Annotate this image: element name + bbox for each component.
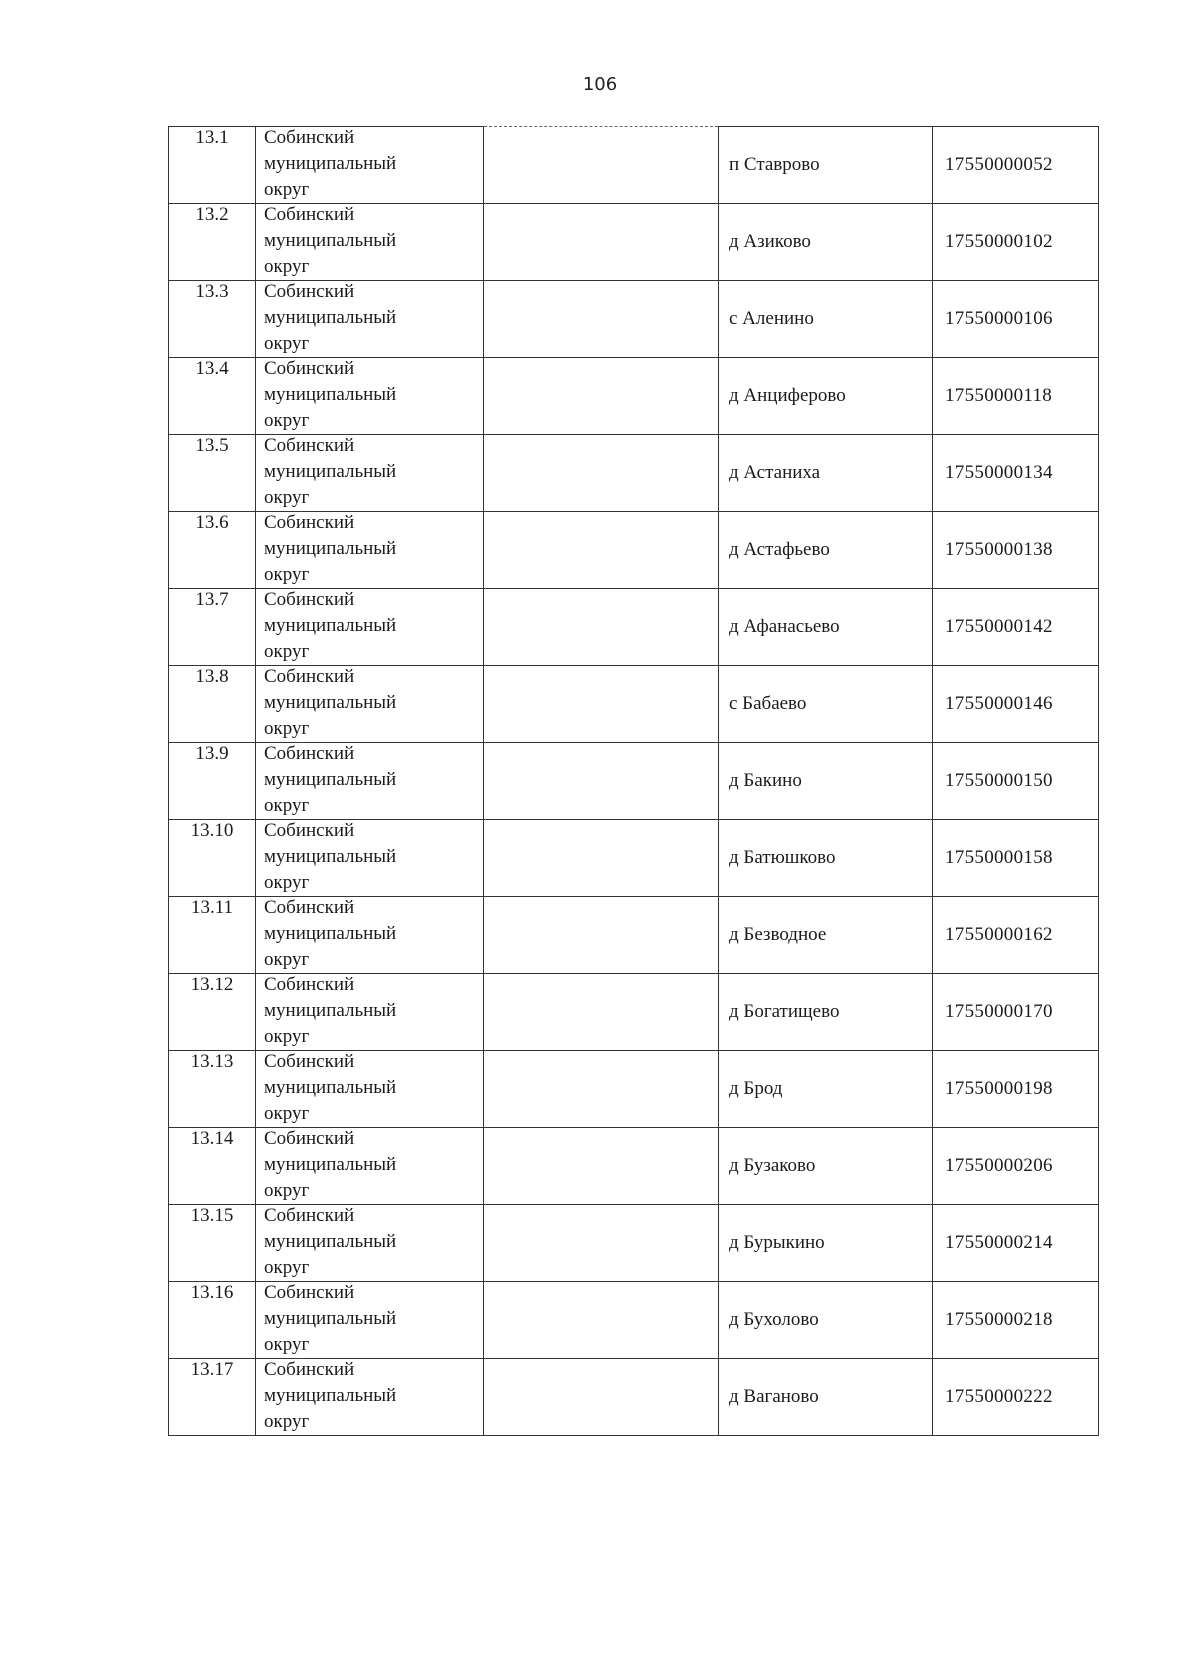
row-number-cell xyxy=(169,897,256,974)
district-name-cell-text: Собинский муниципальный округ xyxy=(264,358,397,431)
row-number-cell xyxy=(169,281,256,358)
settlement-name-cell xyxy=(719,435,933,512)
empty-cell xyxy=(484,1051,719,1128)
settlement-name-cell xyxy=(719,897,933,974)
oktmo-code-cell xyxy=(933,435,1099,512)
district-name-cell-text: Собинский муниципальный округ xyxy=(264,1282,397,1355)
settlement-name-cell-text: д Анциферово xyxy=(729,385,846,406)
empty-cell xyxy=(484,127,719,204)
table-row xyxy=(169,127,1099,204)
empty-cell xyxy=(484,666,719,743)
table-row xyxy=(169,974,1099,1051)
settlement-name-cell-text: с Бабаево xyxy=(729,693,807,714)
settlement-name-cell-text: д Батюшково xyxy=(729,847,836,868)
row-number-cell xyxy=(169,1282,256,1359)
oktmo-code-cell-text: 17550000214 xyxy=(945,1232,1053,1253)
settlement-name-cell xyxy=(719,1051,933,1128)
settlement-name-cell-text: д Астаниха xyxy=(729,462,821,483)
row-number-cell-text: 13.9 xyxy=(195,743,229,764)
row-number-cell xyxy=(169,666,256,743)
district-name-cell xyxy=(256,204,484,281)
settlement-name-cell xyxy=(719,358,933,435)
table-row xyxy=(169,897,1099,974)
oktmo-code-cell xyxy=(933,974,1099,1051)
settlement-name-cell-text: д Астафьево xyxy=(729,539,830,560)
oktmo-code-cell-text: 17550000106 xyxy=(945,308,1053,329)
table-row xyxy=(169,666,1099,743)
district-name-cell xyxy=(256,820,484,897)
table-row xyxy=(169,589,1099,666)
settlement-name-cell xyxy=(719,974,933,1051)
row-number-cell-text: 13.3 xyxy=(195,281,229,302)
settlement-name-cell xyxy=(719,666,933,743)
district-name-cell-text: Собинский муниципальный округ xyxy=(264,820,397,893)
district-name-cell-text: Собинский муниципальный округ xyxy=(264,512,397,585)
table-row xyxy=(169,743,1099,820)
oktmo-code-cell-text: 17550000206 xyxy=(945,1155,1053,1176)
row-number-cell xyxy=(169,512,256,589)
district-name-cell-text: Собинский муниципальный округ xyxy=(264,974,397,1047)
oktmo-code-cell-text: 17550000134 xyxy=(945,462,1053,483)
oktmo-code-cell-text: 17550000150 xyxy=(945,770,1053,791)
row-number-cell-text: 13.16 xyxy=(190,1282,234,1303)
row-number-cell-text: 13.7 xyxy=(195,589,229,610)
oktmo-code-cell xyxy=(933,743,1099,820)
oktmo-code-cell-text: 17550000222 xyxy=(945,1386,1053,1407)
row-number-cell xyxy=(169,820,256,897)
district-name-cell xyxy=(256,974,484,1051)
oktmo-code-cell xyxy=(933,666,1099,743)
settlement-name-cell xyxy=(719,1359,933,1436)
district-name-cell-text: Собинский муниципальный округ xyxy=(264,1128,397,1201)
table-row xyxy=(169,281,1099,358)
empty-cell xyxy=(484,1128,719,1205)
district-name-cell-text: Собинский муниципальный округ xyxy=(264,589,397,662)
oktmo-code-cell xyxy=(933,127,1099,204)
row-number-cell xyxy=(169,1359,256,1436)
row-number-cell-text: 13.11 xyxy=(190,897,234,918)
empty-cell xyxy=(484,204,719,281)
oktmo-code-cell xyxy=(933,820,1099,897)
oktmo-code-cell xyxy=(933,1205,1099,1282)
row-number-cell-text: 13.10 xyxy=(190,820,234,841)
table-row xyxy=(169,435,1099,512)
district-name-cell-text: Собинский муниципальный округ xyxy=(264,666,397,739)
settlement-name-cell xyxy=(719,589,933,666)
table-row xyxy=(169,1128,1099,1205)
row-number-cell-text: 13.17 xyxy=(190,1359,234,1380)
row-number-cell xyxy=(169,1128,256,1205)
district-name-cell xyxy=(256,512,484,589)
settlement-name-cell-text: д Бухолово xyxy=(729,1309,819,1330)
settlements-table xyxy=(168,126,1099,1436)
settlement-name-cell-text: д Бакино xyxy=(729,770,802,791)
empty-cell xyxy=(484,1205,719,1282)
settlement-name-cell xyxy=(719,820,933,897)
settlement-name-cell xyxy=(719,204,933,281)
oktmo-code-cell-text: 17550000142 xyxy=(945,616,1053,637)
district-name-cell xyxy=(256,358,484,435)
district-name-cell xyxy=(256,1205,484,1282)
table-row xyxy=(169,1051,1099,1128)
empty-cell xyxy=(484,435,719,512)
empty-cell xyxy=(484,589,719,666)
empty-cell xyxy=(484,281,719,358)
row-number-cell xyxy=(169,974,256,1051)
oktmo-code-cell-text: 17550000198 xyxy=(945,1078,1053,1099)
district-name-cell xyxy=(256,127,484,204)
empty-cell xyxy=(484,1359,719,1436)
row-number-cell-text: 13.8 xyxy=(195,666,229,687)
settlement-name-cell xyxy=(719,281,933,358)
settlement-name-cell xyxy=(719,743,933,820)
district-name-cell xyxy=(256,1051,484,1128)
oktmo-code-cell-text: 17550000158 xyxy=(945,847,1053,868)
oktmo-code-cell xyxy=(933,1128,1099,1205)
oktmo-code-cell xyxy=(933,897,1099,974)
row-number-cell xyxy=(169,1205,256,1282)
row-number-cell xyxy=(169,589,256,666)
oktmo-code-cell-text: 17550000218 xyxy=(945,1309,1053,1330)
oktmo-code-cell xyxy=(933,1359,1099,1436)
settlement-name-cell xyxy=(719,1282,933,1359)
oktmo-code-cell-text: 17550000162 xyxy=(945,924,1053,945)
settlement-name-cell-text: д Бузаково xyxy=(729,1155,816,1176)
district-name-cell-text: Собинский муниципальный округ xyxy=(264,281,397,354)
table-row xyxy=(169,358,1099,435)
row-number-cell-text: 13.15 xyxy=(190,1205,234,1226)
oktmo-code-cell-text: 17550000102 xyxy=(945,231,1053,252)
oktmo-code-cell-text: 17550000138 xyxy=(945,539,1053,560)
district-name-cell xyxy=(256,897,484,974)
empty-cell xyxy=(484,897,719,974)
oktmo-code-cell-text: 17550000170 xyxy=(945,1001,1053,1022)
row-number-cell xyxy=(169,743,256,820)
empty-cell xyxy=(484,1282,719,1359)
settlement-name-cell-text: с Аленино xyxy=(729,308,814,329)
settlement-name-cell xyxy=(719,127,933,204)
table-body xyxy=(169,127,1099,1436)
settlement-name-cell-text: д Ваганово xyxy=(729,1386,819,1407)
settlement-name-cell xyxy=(719,512,933,589)
settlement-name-cell xyxy=(719,1128,933,1205)
empty-cell xyxy=(484,820,719,897)
empty-cell xyxy=(484,358,719,435)
table-row xyxy=(169,1359,1099,1436)
oktmo-code-cell-text: 17550000118 xyxy=(945,385,1053,406)
row-number-cell-text: 13.4 xyxy=(195,358,229,379)
district-name-cell xyxy=(256,435,484,512)
table-row xyxy=(169,204,1099,281)
row-number-cell-text: 13.2 xyxy=(195,204,229,225)
row-number-cell-text: 13.12 xyxy=(190,974,234,995)
district-name-cell xyxy=(256,666,484,743)
oktmo-code-cell xyxy=(933,281,1099,358)
row-number-cell xyxy=(169,358,256,435)
district-name-cell xyxy=(256,1282,484,1359)
row-number-cell-text: 13.13 xyxy=(190,1051,234,1072)
district-name-cell-text: Собинский муниципальный округ xyxy=(264,435,397,508)
oktmo-code-cell xyxy=(933,589,1099,666)
district-name-cell-text: Собинский муниципальный округ xyxy=(264,897,397,970)
oktmo-code-cell xyxy=(933,1051,1099,1128)
row-number-cell-text: 13.5 xyxy=(195,435,229,456)
oktmo-code-cell xyxy=(933,204,1099,281)
district-name-cell xyxy=(256,1359,484,1436)
oktmo-code-cell-text: 17550000052 xyxy=(945,154,1053,175)
district-name-cell xyxy=(256,1128,484,1205)
district-name-cell xyxy=(256,743,484,820)
empty-cell xyxy=(484,743,719,820)
oktmo-code-cell-text: 17550000146 xyxy=(945,693,1053,714)
settlement-name-cell-text: д Брод xyxy=(729,1078,783,1099)
empty-cell xyxy=(484,974,719,1051)
district-name-cell-text: Собинский муниципальный округ xyxy=(264,743,397,816)
district-name-cell-text: Собинский муниципальный округ xyxy=(264,127,397,200)
district-name-cell-text: Собинский муниципальный округ xyxy=(264,1051,397,1124)
table-row xyxy=(169,1282,1099,1359)
oktmo-code-cell xyxy=(933,1282,1099,1359)
row-number-cell-text: 13.6 xyxy=(195,512,229,533)
table-row xyxy=(169,1205,1099,1282)
empty-cell xyxy=(484,512,719,589)
settlement-name-cell-text: д Богатищево xyxy=(729,1001,840,1022)
row-number-cell xyxy=(169,1051,256,1128)
row-number-cell-text: 13.1 xyxy=(195,127,229,148)
row-number-cell xyxy=(169,204,256,281)
district-name-cell-text: Собинский муниципальный округ xyxy=(264,1359,397,1432)
table-row xyxy=(169,820,1099,897)
settlement-name-cell-text: д Безводное xyxy=(729,924,827,945)
settlement-name-cell xyxy=(719,1205,933,1282)
district-name-cell xyxy=(256,589,484,666)
district-name-cell-text: Собинский муниципальный округ xyxy=(264,1205,397,1278)
settlement-name-cell-text: д Афанасьево xyxy=(729,616,840,637)
row-number-cell-text: 13.14 xyxy=(190,1128,234,1149)
page-number: 106 xyxy=(582,74,618,95)
row-number-cell xyxy=(169,127,256,204)
table-row xyxy=(169,512,1099,589)
settlement-name-cell-text: д Бурыкино xyxy=(729,1232,825,1253)
settlement-name-cell-text: д Азиково xyxy=(729,231,811,252)
oktmo-code-cell xyxy=(933,358,1099,435)
row-number-cell xyxy=(169,435,256,512)
district-name-cell-text: Собинский муниципальный округ xyxy=(264,204,397,277)
district-name-cell xyxy=(256,281,484,358)
oktmo-code-cell xyxy=(933,512,1099,589)
settlement-name-cell-text: п Ставрово xyxy=(729,154,820,175)
